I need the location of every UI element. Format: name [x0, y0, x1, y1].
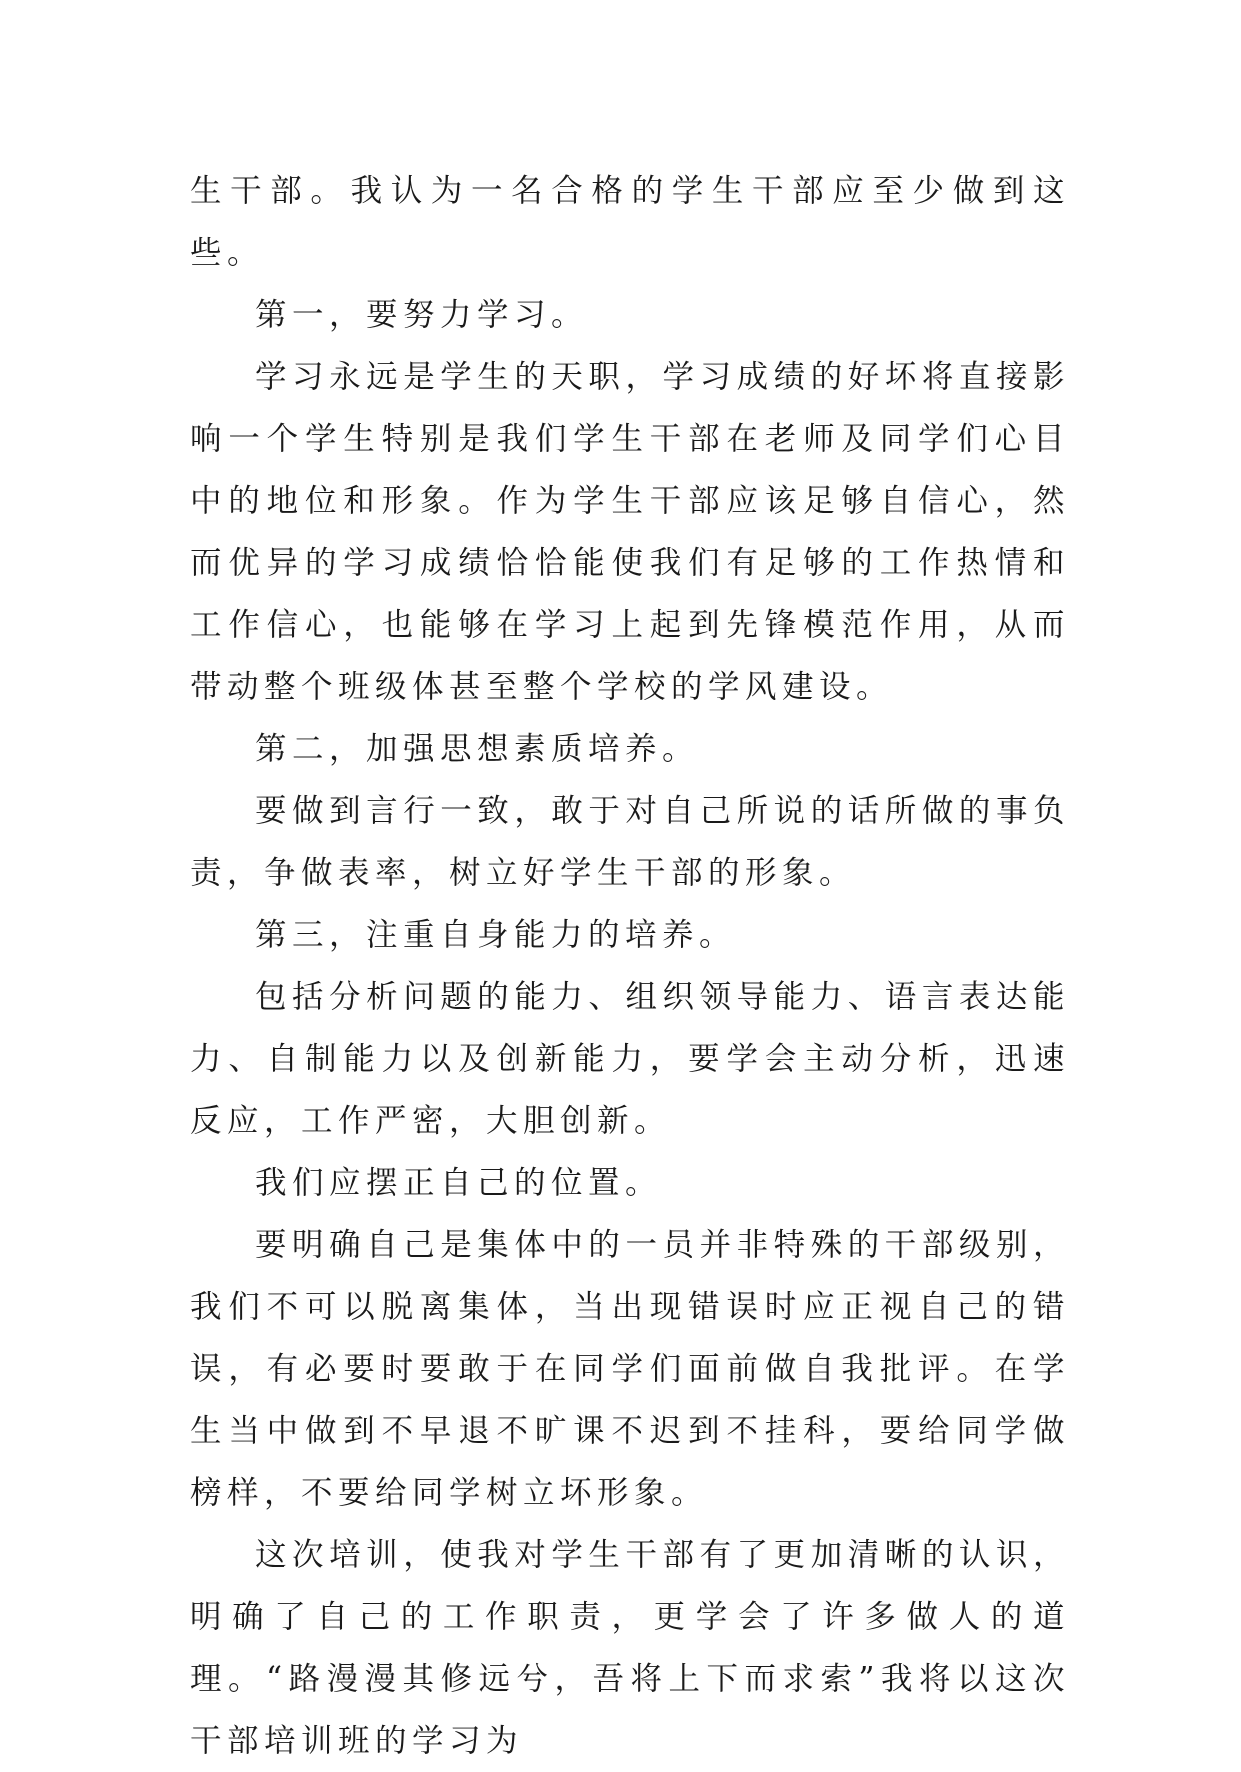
- paragraph-training-summary: 这次培训，使我对学生干部有了更加清晰的认识，明确了自己的工作职责，更学会了许多做人的道理。“路漫漫其修远兮，吾将上下而求索”我将以这次干部培训班的学习为: [190, 1537, 1070, 1759]
- paragraph-study: 学习永远是学生的天职，学习成绩的好坏将直接影响一个学生特别是我们学生干部在老师及同学们心目中的地位和形象。作为学生干部应该足够自信心，然而优异的学习成绩恰恰能使我们有足够的工作热情和工作信心，也能够在学习上起到先锋模范作用，从而带动整个班级体甚至整个学校的学风建设。: [190, 359, 1070, 705]
- paragraph-heading-second: 第二，加强思想素质培养。: [255, 731, 700, 767]
- paragraph-abilities: 包括分析问题的能力、组织领导能力、语言表达能力、自制能力以及创新能力，要学会主动分析，迅速反应，工作严密，大胆创新。: [190, 979, 1070, 1139]
- paragraph-continuation: 生干部。我认为一名合格的学生干部应至少做到这些。: [190, 173, 1070, 271]
- paragraph-integrity: 要做到言行一致，敢于对自己所说的话所做的事负责，争做表率，树立好学生干部的形象。: [190, 793, 1070, 891]
- paragraph-heading-first: 第一，要努力学习。: [255, 297, 589, 333]
- paragraph-heading-third: 第三，注重自身能力的培养。: [255, 917, 737, 953]
- paragraph-heading-position: 我们应摆正自己的位置。: [255, 1165, 663, 1201]
- paragraph-collective: 要明确自己是集体中的一员并非特殊的干部级别，我们不可以脱离集体，当出现错误时应正视自己的错误，有必要时要敢于在同学们面前做自我批评。在学生当中做到不早退不旷课不迟到不挂科，要给同学做榜样，不要给同学树立坏形象。: [190, 1227, 1070, 1511]
- document-body: [190, 160, 1070, 1772]
